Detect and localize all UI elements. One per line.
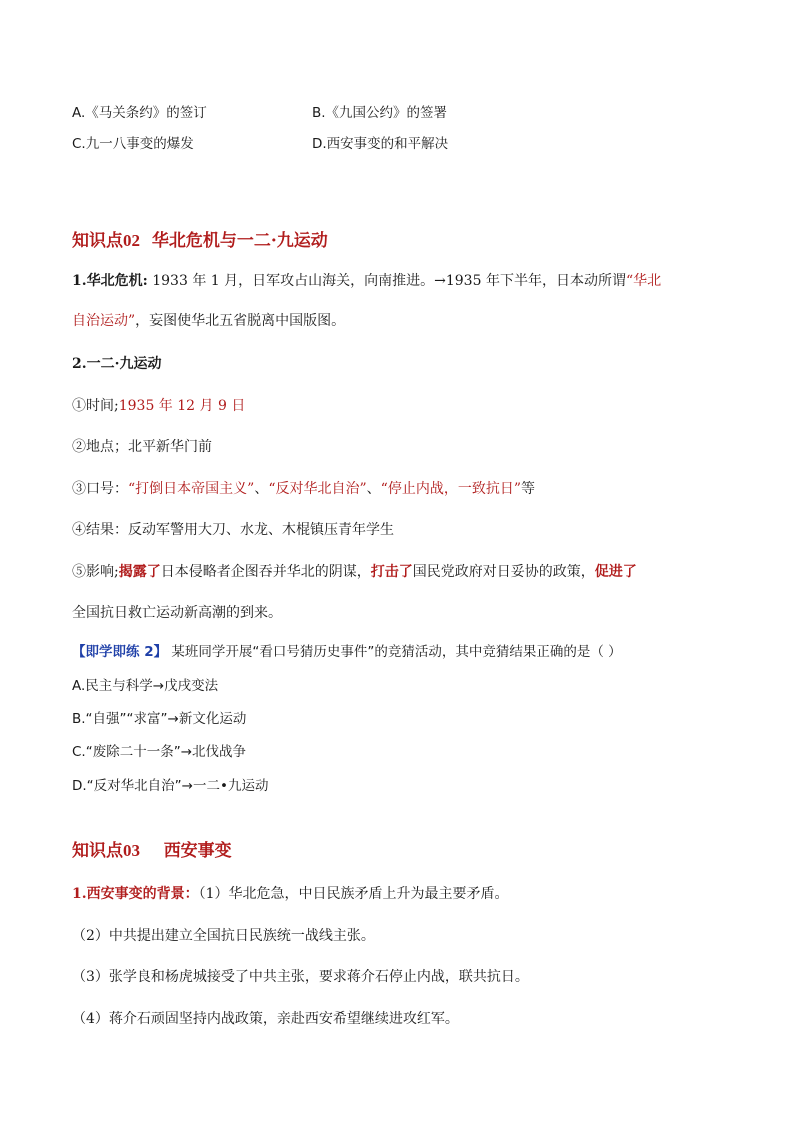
paragraph-huabei-crisis-line2 [72, 310, 345, 330]
highlight-text: 促进了 [594, 564, 637, 580]
item-influence-line2: 全国抗日救亡运动新高潮的到来。 [72, 605, 282, 621]
option-a: A.《马关条约》的签订 [72, 105, 207, 121]
item-result: ④结果：反动军警用大刀、水龙、木棍镇压青年学生 [72, 522, 394, 538]
highlight-text: 揭露了 [118, 564, 161, 580]
heading-prefix: 知识点 [72, 231, 123, 251]
item-label: ⑤影响; [72, 564, 119, 580]
paragraph-text: ，妄图使华北五省脱离中国版图。 [135, 313, 346, 329]
separator: 、 [254, 481, 269, 497]
heading-title: 西安事变 [163, 841, 232, 861]
exercise-option-a: A.民主与科学→戊戌变法 [72, 678, 219, 694]
paragraph-text: （1）华北危急，中日民族矛盾上升为最主要矛盾。 [198, 886, 509, 902]
section-heading-02 [72, 226, 328, 251]
paragraph-xian-2: （2）中共提出建立全国抗日民族统一战线主张。 [72, 928, 375, 944]
exercise-option-c: C.“废除二十一条”→北伐战争 [72, 744, 247, 760]
item-time [72, 395, 245, 415]
highlight-text: “停止内战，一致抗日” [380, 481, 521, 497]
exercise-option-d: D.“反对华北自治”→一二•九运动 [72, 778, 269, 794]
highlight-text: 自治运动” [72, 313, 136, 329]
suffix-text: 等 [520, 481, 535, 497]
paragraph-xian-background [72, 883, 509, 903]
heading-title: 华北危机与一二·九运动 [151, 231, 328, 251]
heading-number: 03 [123, 841, 140, 860]
item-place: ②地点；北平新华门前 [72, 439, 212, 455]
section-heading-03 [72, 836, 232, 861]
item-slogan [72, 478, 535, 498]
paragraph-text: 1933 年 1 月，日军攻占山海关，向南推进。→1935 年下半年，日本动所谓 [147, 273, 626, 289]
question-text: 某班同学开展“看口号猜历史事件”的竞猜活动，其中竞猜结果正确的是（ ） [167, 644, 622, 660]
paragraph-text: 日本侵略者企图吞并华北的阴谋， [160, 564, 371, 580]
highlight-text: “反对华北自治” [268, 481, 367, 497]
item-label: ③口号： [72, 481, 128, 497]
option-c: C.九一八事变的爆发 [72, 136, 194, 152]
paragraph-text: 国民党政府对日妥协的政策， [412, 564, 595, 580]
paragraph-label: 1.西安事变的背景： [72, 886, 199, 902]
paragraph-label: 1.华北危机: [72, 273, 148, 289]
heading-number: 02 [123, 231, 140, 250]
heading-prefix: 知识点 [72, 841, 123, 861]
subheading-129-movement: 2.一二·九运动 [72, 356, 162, 372]
item-influence [72, 561, 637, 581]
exercise-label: 【即学即练 2】 [72, 644, 168, 660]
option-d: D.西安事变的和平解决 [312, 136, 449, 152]
paragraph-huabei-crisis [72, 270, 661, 290]
exercise-option-b: B.“自强”“求富”→新文化运动 [72, 711, 247, 727]
highlight-text: 1935 年 12 月 9 日 [118, 398, 246, 414]
option-b: B.《九国公约》的签署 [312, 105, 448, 121]
item-label: ①时间; [72, 398, 119, 414]
paragraph-xian-4: （4）蒋介石顽固坚持内战政策，亲赴西安希望继续进攻红军。 [72, 1011, 459, 1027]
exercise-question [72, 640, 622, 660]
highlight-text: “打倒日本帝国主义” [128, 481, 255, 497]
highlight-text: 打击了 [370, 564, 413, 580]
paragraph-xian-3: （3）张学良和杨虎城接受了中共主张，要求蒋介石停止内战，联共抗日。 [72, 969, 529, 985]
highlight-text: “华北 [625, 273, 662, 289]
separator: 、 [366, 481, 381, 497]
